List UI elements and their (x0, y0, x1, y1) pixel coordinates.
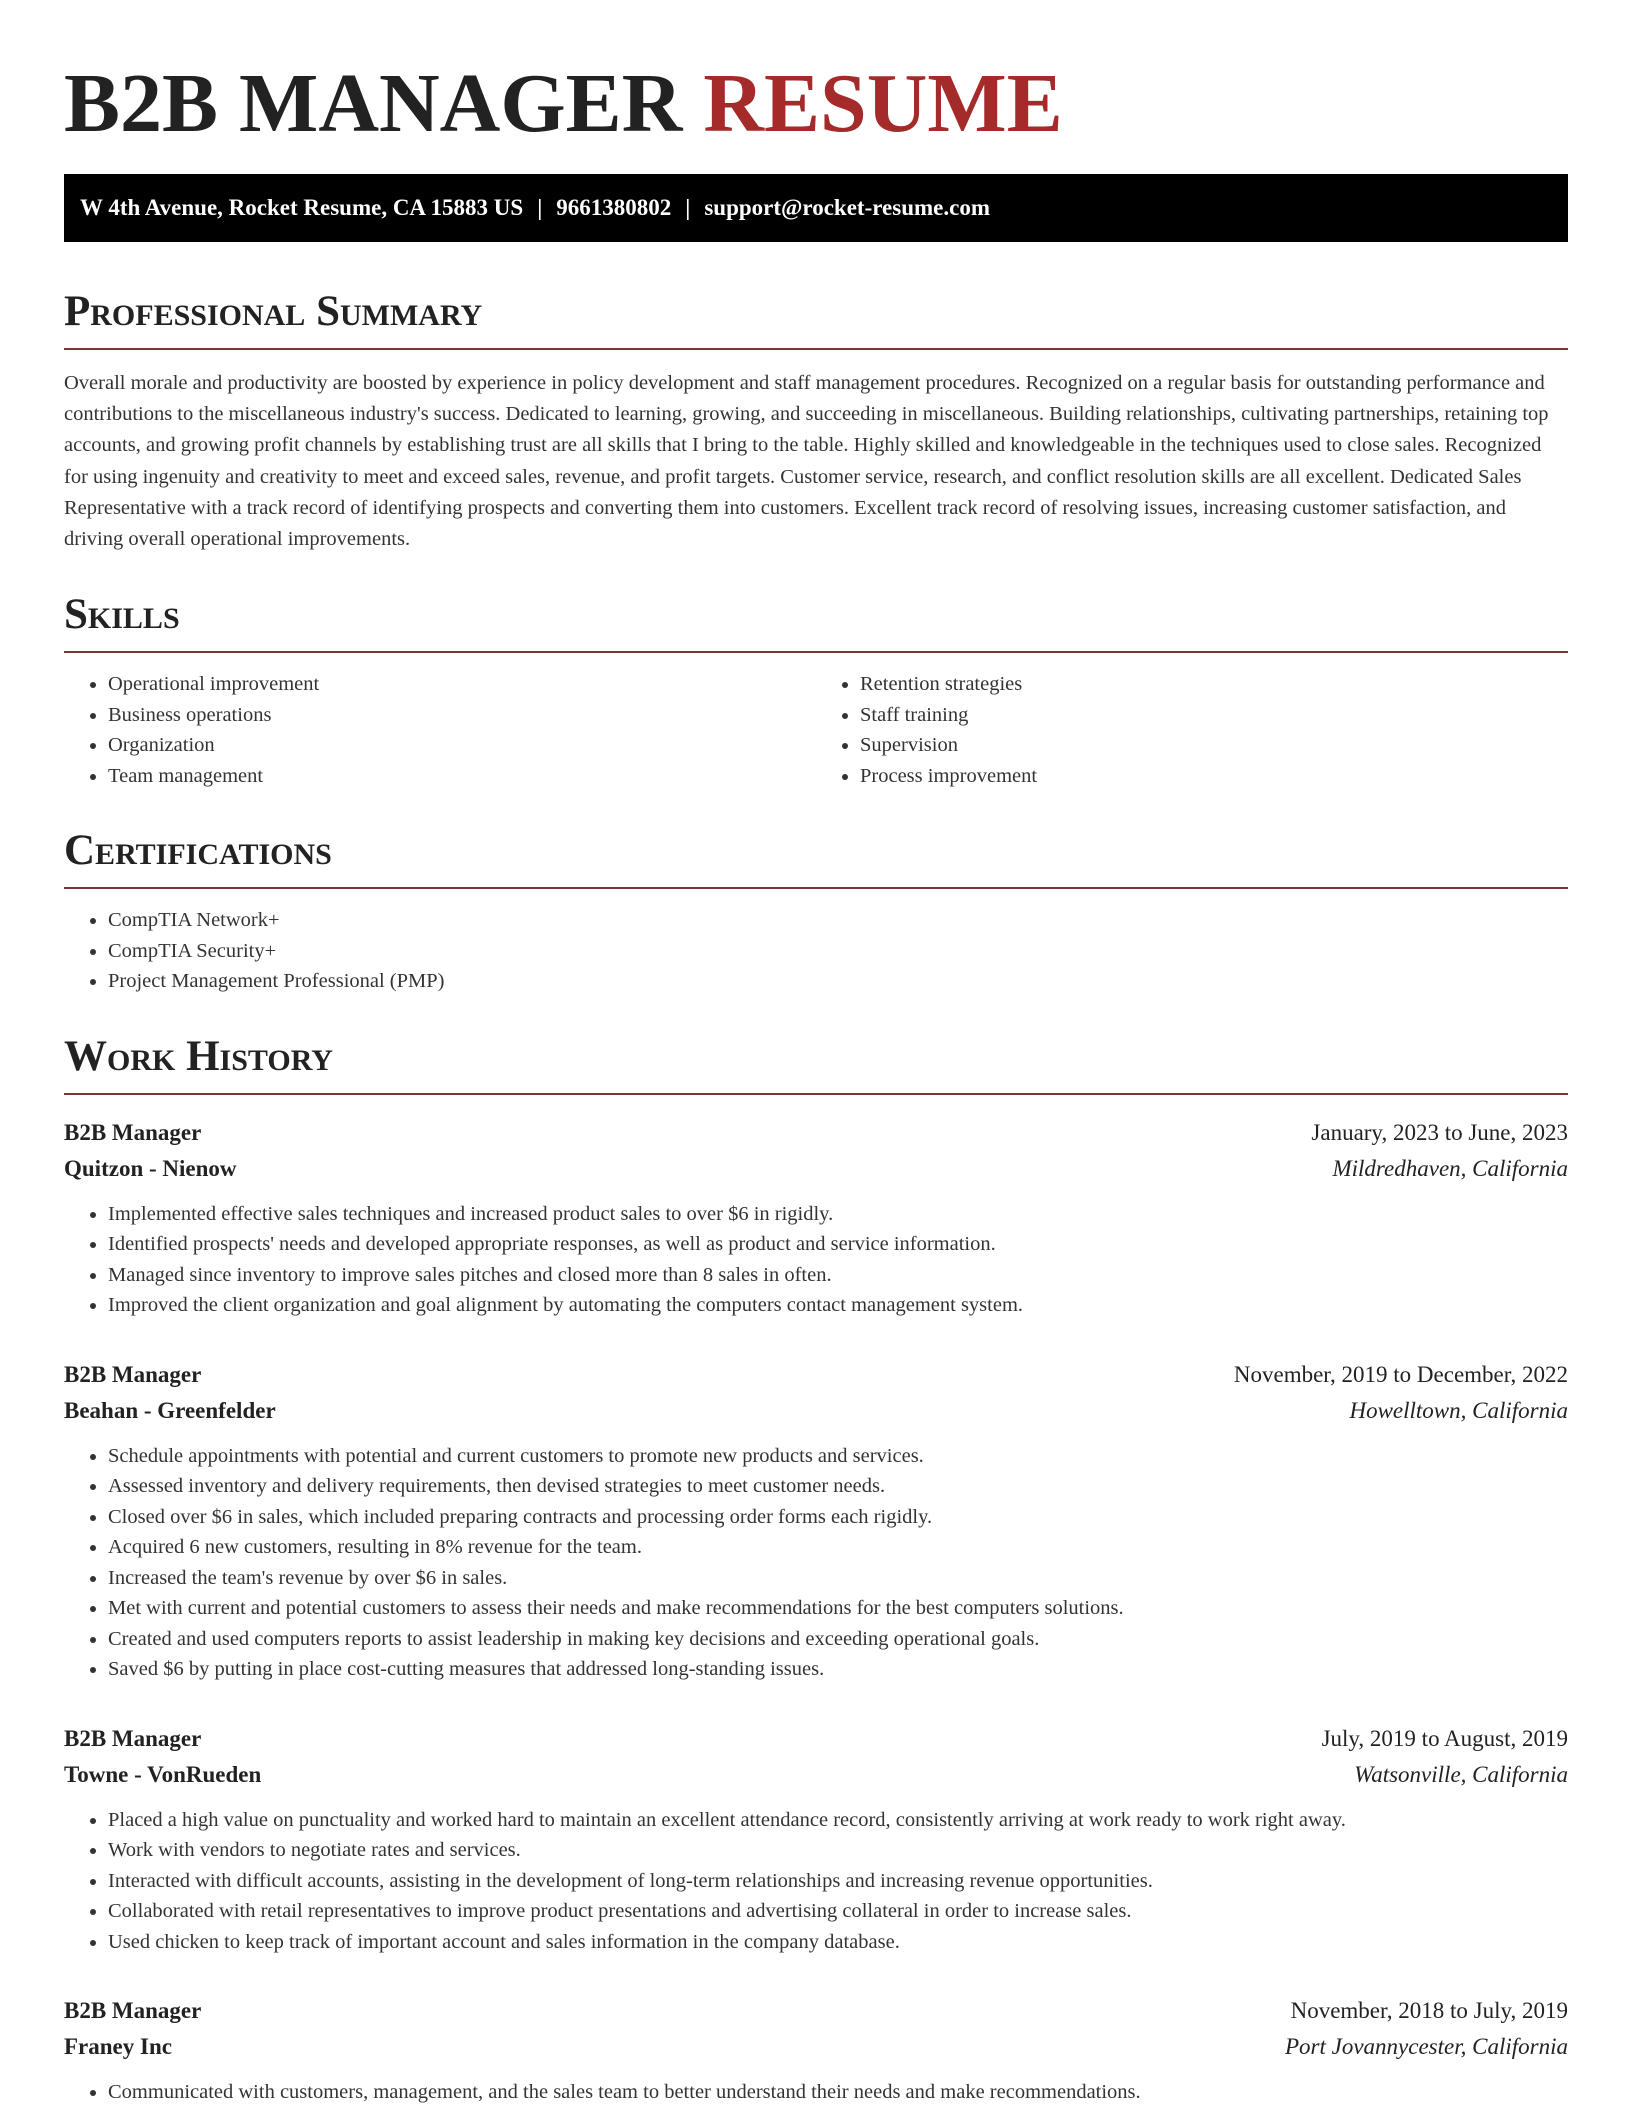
contact-separator: | (537, 195, 543, 220)
skill-item: • Retention strategies (860, 669, 1568, 700)
job-bullet: • Interacted with difficult accounts, assisting in the development of long-term relationships and increasing revenue opportunities. (108, 1866, 1568, 1897)
job-bullet: • Improved the client organization and goal alignment by automating the computers contact management system. (108, 1290, 1568, 1321)
title-main: B2B MANAGER (64, 57, 683, 150)
certifications-list (64, 905, 1568, 997)
job-bullet: • Assessed inventory and delivery requirements, then devised strategies to meet customer needs. (108, 1471, 1568, 1502)
title-accent: RESUME (703, 57, 1063, 150)
job-dates: January, 2023 to June, 2023 (1311, 1119, 1568, 1145)
certification-item: • Project Management Professional (PMP) (108, 966, 1568, 997)
job-location: Mildredhaven, California (1332, 1155, 1568, 1181)
skill-item: • Operational improvement (108, 669, 816, 700)
job-entry (64, 1115, 1568, 1321)
contact-bar (64, 174, 1568, 242)
job-dates: November, 2019 to December, 2022 (1233, 1361, 1568, 1387)
job-bullet: • Managed since inventory to improve sales pitches and closed more than 8 sales in often. (108, 1260, 1568, 1291)
job-bullet: • Created and used computers reports to assist leadership in making key decisions and exceeding operational goals. (108, 1624, 1568, 1655)
job-bullet: • Schedule appointments with potential and current customers to promote new products and services. (108, 1441, 1568, 1472)
summary-heading: Professional Summary (64, 286, 1568, 350)
job-company: Beahan - Greenfelder (64, 1397, 276, 1423)
job-bullet: • Acquired 6 new customers, resulting in 8% revenue for the team. (108, 1532, 1568, 1563)
job-bullets (64, 1441, 1568, 1685)
job-dates: July, 2019 to August, 2019 (1321, 1725, 1568, 1751)
resume-page (64, 0, 1568, 2108)
contact-address: W 4th Avenue, Rocket Resume, CA 15883 US (80, 195, 524, 220)
job-title: B2B Manager (64, 1998, 202, 2024)
certifications-section (64, 825, 1568, 997)
job-bullet: • Saved $6 by putting in place cost-cutting measures that addressed long-standing issues. (108, 1654, 1568, 1685)
contact-email: support@rocket-resume.com (704, 195, 990, 220)
certification-item: • CompTIA Security+ (108, 936, 1568, 967)
job-title: B2B Manager (64, 1725, 202, 1751)
skill-item: • Process improvement (860, 761, 1568, 792)
skills-heading: Skills (64, 589, 1568, 653)
job-bullets (64, 1199, 1568, 1321)
resume-title (64, 0, 1568, 150)
job-bullet: • Met with current and potential customers to assess their needs and make recommendations for the best computers solutions. (108, 1593, 1568, 1624)
contact-phone: 9661380802 (556, 195, 672, 220)
job-bullet: • Placed a high value on punctuality and worked hard to maintain an excellent attendance record, consistently arriving at work ready to work right away. (108, 1805, 1568, 1836)
job-bullet: • Work with vendors to negotiate rates and services. (108, 1835, 1568, 1866)
summary-text: Overall morale and productivity are boosted by experience in policy development and staff management procedures. Recognized on a regular basis for outstanding performance and contributions to the miscellaneous industry's success. Dedicated to learning, growing, and succeeding in miscellaneous. Building relationships, cultivating partnerships, retaining top accounts, and growing profit channels by establishing trust are all skills that I bring to the table. Highly skilled and knowledgeable in the techniques used to close sales. Recognized for using ingenuity and creativity to meet and exceed sales, revenue, and profit targets. Customer service, research, and conflict resolution skills are all excellent. Dedicated Sales Representative with a track record of identifying prospects and converting them into customers. Excellent track record of resolving issues, increasing customer satisfaction, and driving overall operational improvements. (64, 372, 1549, 551)
job-dates: November, 2018 to July, 2019 (1290, 1998, 1568, 2024)
skills-grid (64, 653, 1568, 791)
skill-item: • Supervision (860, 730, 1568, 761)
job-company: Towne - VonRueden (64, 1761, 262, 1787)
job-entry (64, 1721, 1568, 1958)
skills-list-left (64, 669, 816, 791)
job-bullet: • Increased the team's revenue by over $6 in sales. (108, 1563, 1568, 1594)
job-title: B2B Manager (64, 1119, 202, 1145)
skills-list-right (816, 669, 1568, 791)
skill-item: • Organization (108, 730, 816, 761)
job-entry (64, 1357, 1568, 1685)
work-history-section (64, 1031, 1568, 2108)
job-company: Franey Inc (64, 2034, 172, 2060)
contact-separator: | (685, 195, 691, 220)
job-bullets (64, 1805, 1568, 1958)
job-bullet: • Identified prospects' needs and developed appropriate responses, as well as product and service information. (108, 1229, 1568, 1260)
skills-section (64, 589, 1568, 791)
job-bullet: • Implemented effective sales techniques and increased product sales to over $6 in rigidly. (108, 1199, 1568, 1230)
certification-item: • CompTIA Network+ (108, 905, 1568, 936)
skill-item: • Team management (108, 761, 816, 792)
job-bullets (64, 2077, 1568, 2108)
job-company: Quitzon - Nienow (64, 1155, 237, 1181)
skill-item: • Staff training (860, 700, 1568, 731)
certifications-heading: Certifications (64, 825, 1568, 889)
job-entry (64, 1993, 1568, 2108)
job-bullet: • Used chicken to keep track of important account and sales information in the company database. (108, 1927, 1568, 1958)
job-bullet: • Communicated with customers, management, and the sales team to better understand their needs and make recommendations. (108, 2077, 1568, 2108)
skill-item: • Business operations (108, 700, 816, 731)
work-history-heading: Work History (64, 1031, 1568, 1095)
job-title: B2B Manager (64, 1361, 202, 1387)
job-location: Port Jovannycester, California (1285, 2034, 1568, 2060)
job-bullet: • Closed over $6 in sales, which included preparing contracts and processing order forms each rigidly. (108, 1502, 1568, 1533)
job-location: Howelltown, California (1349, 1397, 1568, 1423)
job-location: Watsonville, California (1354, 1761, 1568, 1787)
job-bullet: • Collaborated with retail representatives to improve product presentations and advertising collateral in order to increase sales. (108, 1896, 1568, 1927)
